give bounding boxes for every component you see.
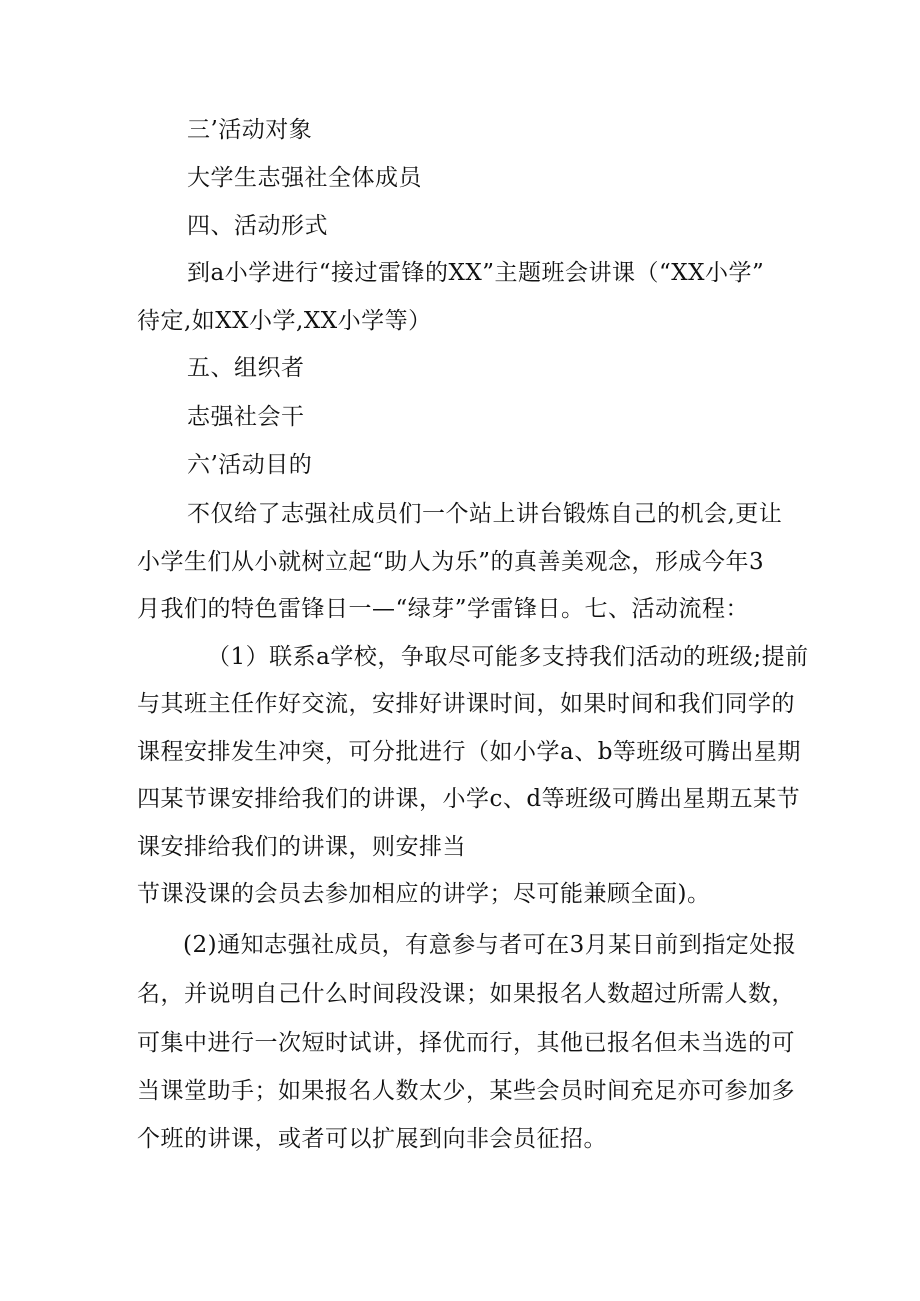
text-process-1-line-5: 课安排给我们的讲课，则安排当 (137, 834, 466, 860)
text-process-1-line-6: 节课没课的会员去参加相应的讲学；尽可能兼顾全面)。 (137, 881, 711, 907)
text-process-1-line-2: 与其班主任作好交流，安排好讲课时间，如果时间和我们同学的 (137, 691, 795, 717)
text-process-2-line-2: 名，并说明自己什么时间段没课；如果报名人数超过所需人数， (137, 981, 795, 1007)
text-process-2-line-1: (2)通知志强社成员，有意参与者可在3月某日前到指定处报 (183, 932, 797, 958)
text-organizer: 志强社会干 (187, 404, 305, 430)
text-process-1-line-1: （1）联系a学校，争取尽可能多支持我们活动的班级;提前 (207, 644, 809, 670)
text-process-1-line-3: 课程安排发生冲突，可分批进行（如小学a、b等班级可腾出星期 (137, 739, 801, 765)
heading-organizer: 五、组织者 (187, 355, 305, 381)
text-process-2-line-4: 当课堂助手；如果报名人数太少，某些会员时间充足亦可参加多 (137, 1078, 795, 1104)
text-purpose-3: 月我们的特色雷锋日一—“绿芽”学雷锋日。七、活动流程： (137, 596, 750, 622)
text-purpose-1: 不仅给了志强社成员们一个站上讲台锻炼自己的机会,更让 (187, 501, 783, 527)
heading-activity-target: 三’活动对象 (187, 117, 313, 143)
heading-activity-purpose: 六’活动目的 (187, 452, 313, 478)
text-purpose-2: 小学生们从小就树立起“助人为乐”的真善美观念，形成今年3 (137, 549, 765, 575)
text-activity-form-2: 待定,如XX小学,XX小学等） (137, 308, 432, 334)
text-activity-target: 大学生志强社全体成员 (187, 165, 422, 191)
text-process-2-line-5: 个班的讲课，或者可以扩展到向非会员征招。 (137, 1126, 607, 1152)
text-process-2-line-3: 可集中进行一次短时试讲，择优而行，其他已报名但未当选的可 (137, 1030, 795, 1056)
text-activity-form-1: 到a小学进行“接过雷锋的XX”主题班会讲课（“XX小学” (187, 260, 765, 286)
heading-activity-form: 四、活动形式 (187, 213, 328, 239)
text-process-1-line-4: 四某节课安排给我们的讲课，小学c、d等班级可腾出星期五某节 (137, 786, 801, 812)
